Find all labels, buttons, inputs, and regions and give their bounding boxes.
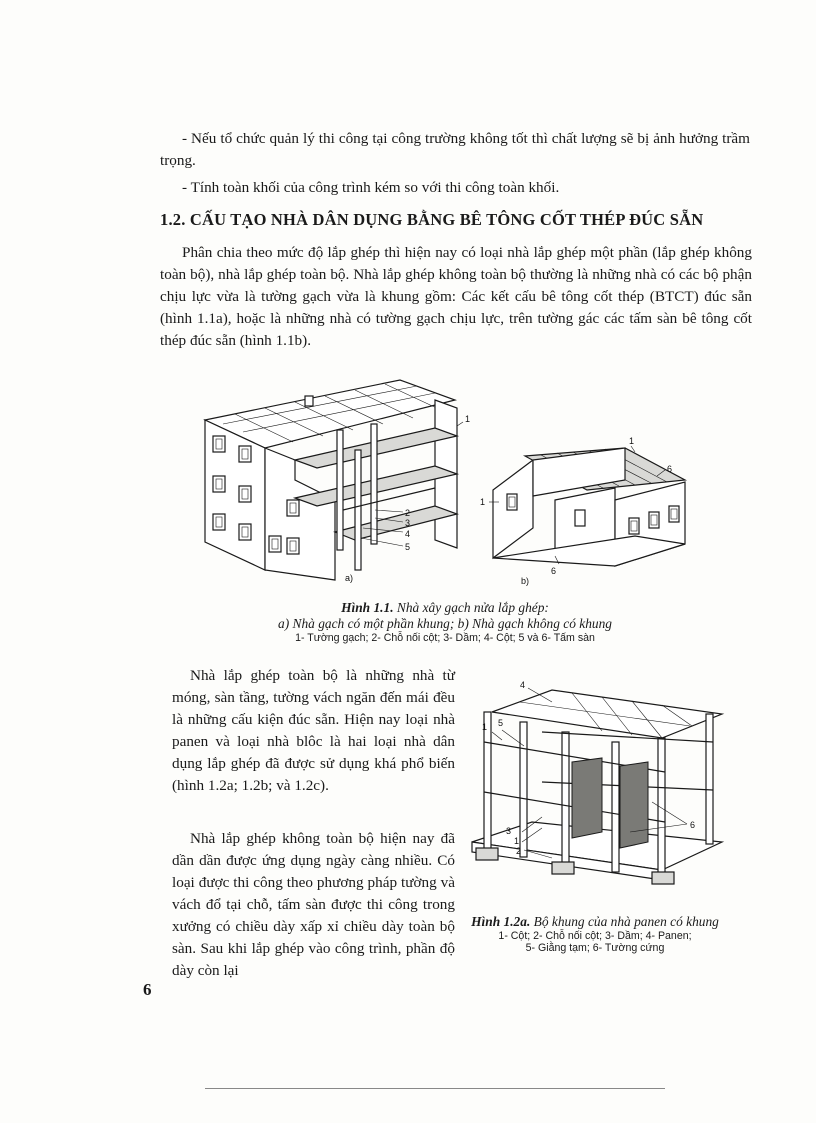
figure-1-2a-legend-line2: 5- Giằng tạm; 6- Tường cứng — [525, 942, 665, 954]
figure-1-2a-caption — [440, 914, 750, 954]
figure-1-2a-illustration — [462, 672, 732, 912]
callout-a-1: 1 — [465, 414, 471, 424]
figure-1-1b-label: b) — [521, 576, 530, 586]
figure-1-1-caption — [200, 600, 690, 644]
callout-b-6-right: 6 — [667, 464, 673, 474]
intro-paragraph: Phân chia theo mức độ lắp ghép thì hiện nay có loại nhà lắp ghép một phần (lắp ghép không toàn bộ), nhà lắp ghép toàn bộ. Nhà lắp ghép không toàn bộ thường là những nhà có các bộ phận chịu lực vừa là tường gạch vừa là khung gồm: Các kết cấu bê tông cốt thép (BTCT) đúc sẵn (hình 1.1a), hoặc là những nhà có tường gạch chịu lực, trên tường gác các tấm sàn bê tông cốt thép đúc sẵn (hình 1.1b). — [160, 244, 752, 349]
callout-b-1-left: 1 — [480, 497, 486, 507]
callout-a-4: 4 — [405, 529, 411, 539]
figure-1-2a-title: Hình 1.2a. Bộ khung của nhà panen có khung — [471, 914, 719, 929]
callout-a-2: 2 — [405, 508, 411, 518]
figure-1-1-title: Hình 1.1. Nhà xây gạch nửa lắp ghép: — [341, 600, 549, 615]
footer-divider — [205, 1088, 665, 1089]
page-number: 6 — [143, 980, 152, 999]
figure-1-2a-legend-line1: 1- Cột; 2- Chỗ nối cột; 3- Dầm; 4- Panen; — [498, 930, 692, 942]
callout-b-1-top: 1 — [629, 436, 635, 446]
callout-1-2a-1-top: 1 — [482, 722, 488, 732]
callout-1-2a-3: 3 — [506, 826, 512, 836]
callout-1-2a-2: 2 — [516, 846, 522, 856]
figure-1-1a-partial-frame-building — [205, 380, 470, 583]
callout-a-5: 5 — [405, 542, 411, 552]
callout-1-2a-5: 5 — [498, 718, 504, 728]
body-paragraph-partial-prefab: Nhà lắp ghép không toàn bộ hiện nay đã dần dần được ứng dụng ngày càng nhiều. Có loại được thi công theo phương pháp tường và vách đổ tại chỗ, tấm sàn được thi công trong xưởng có chiều dày xấp xỉ chiều dày toàn bộ sàn. Sau khi lắp ghép vào công trình, phần độ dày còn lại — [172, 830, 455, 979]
figure-1-1-legend: 1- Tường gạch; 2- Chỗ nối cột; 3- Dầm; 4- Cột; 5 và 6- Tấm sàn — [295, 632, 595, 644]
figure-1-1b-no-frame-building — [480, 436, 685, 586]
section-heading: 1.2. CẤU TẠO NHÀ DÂN DỤNG BẰNG BÊ TÔNG CỐT THÉP ĐÚC SẴN — [160, 210, 704, 229]
callout-1-2a-6: 6 — [690, 820, 696, 830]
callout-b-6-bottom: 6 — [551, 566, 557, 576]
callout-a-3: 3 — [405, 518, 411, 528]
figure-1-1-illustration — [195, 360, 700, 595]
callout-1-2a-4: 4 — [520, 680, 526, 690]
bullet-monolithic: - Tính toàn khối của công trình kém so với thi công toàn khối. — [182, 179, 560, 196]
body-paragraph-full-prefab: Nhà lắp ghép toàn bộ là những nhà từ móng, sàn tầng, tường vách ngăn đến mái đều là những cấu kiện đúc sẵn. Hiện nay loại nhà panen và loại nhà blôc là hai loại nhà dân dụng lắp ghép đã được sử dụng khá phổ biến (hình 1.2a; 1.2b; và 1.2c). — [172, 667, 455, 794]
figure-1-1a-label: a) — [345, 573, 354, 583]
bullet-management: - Nếu tổ chức quản lý thi công tại công trường không tốt thì chất lượng sẽ bị ảnh hưởng trầm trọng. — [160, 130, 750, 169]
callout-1-2a-1-bottom: 1 — [514, 836, 520, 846]
figure-1-1-subtitle: a) Nhà gạch có một phần khung; b) Nhà gạch không có khung — [278, 616, 612, 631]
